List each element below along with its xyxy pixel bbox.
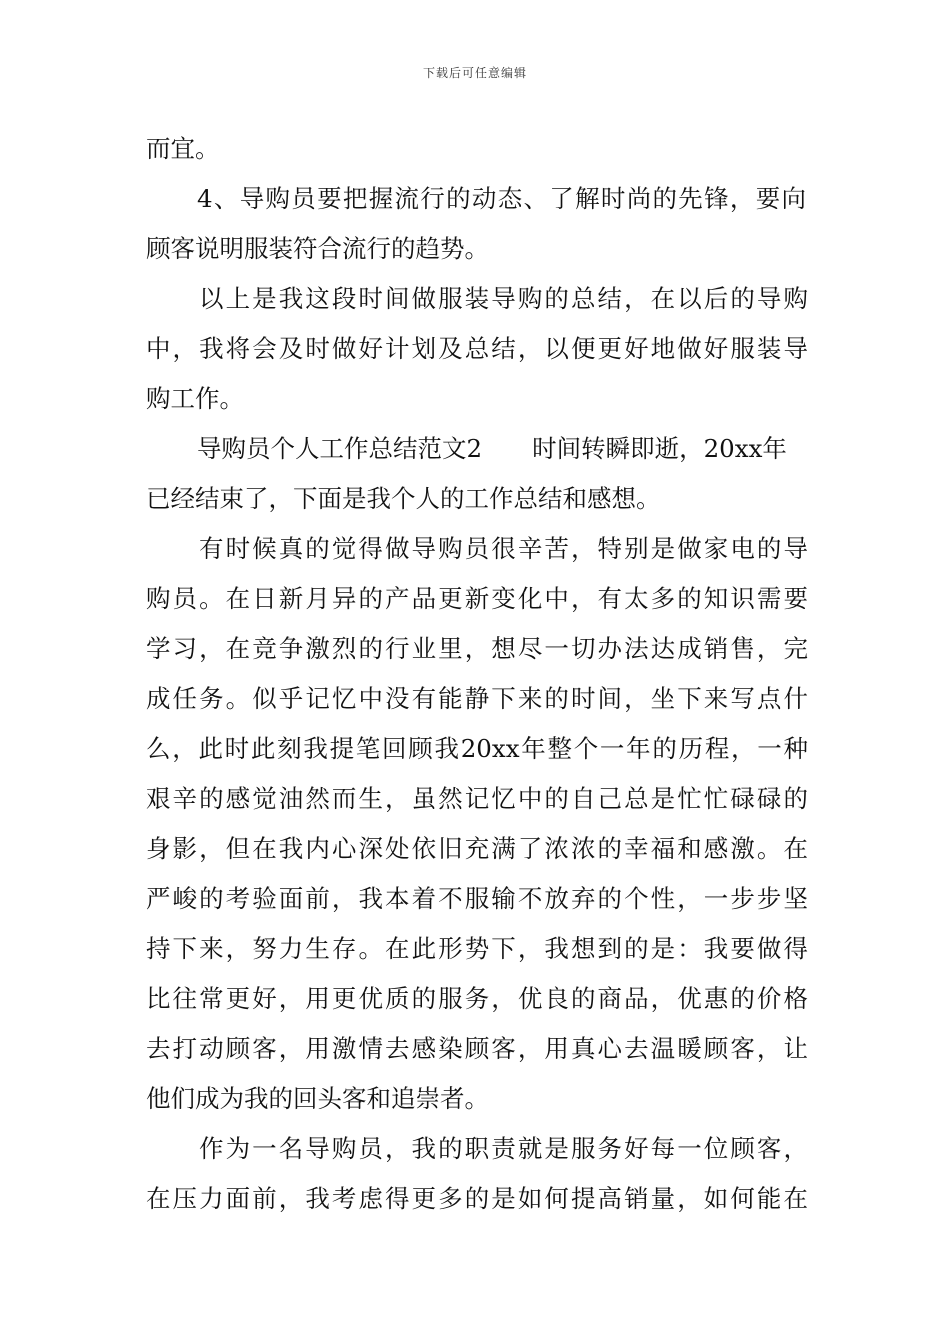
paragraph-5-line-6: 艰辛的感觉油然而生，虽然记忆中的自己总是忙忙碌碌的 — [146, 784, 808, 813]
section-opening-text: 时间转瞬即逝，20xx年 — [532, 434, 787, 463]
paragraph-5-line-4: 成任务。似乎记忆中没有能静下来的时间，坐下来写点什 — [146, 684, 808, 713]
paragraph-5-line-2: 购员。在日新月异的产品更新变化中，有太多的知识需要 — [146, 584, 808, 613]
paragraph-6-line-2: 在压力面前，我考虑得更多的是如何提高销量，如何能在 — [146, 1184, 808, 1213]
section-heading: 导购员个人工作总结范文2 — [197, 434, 483, 463]
document-body — [146, 124, 808, 1224]
paragraph-4-line-2: 已经结束了，下面是我个人的工作总结和感想。 — [146, 484, 661, 513]
paragraph-5-line-7: 身影，但在我内心深处依旧充满了浓浓的幸福和感激。在 — [146, 834, 808, 863]
paragraph-6-line-1: 作为一名导购员，我的职责就是服务好每一位顾客， — [199, 1134, 808, 1163]
paragraph-5-line-5: 么，此时此刻我提笔回顾我20xx年整个一年的历程，一种 — [146, 734, 808, 763]
paragraph-5-line-9: 持下来，努力生存。在此形势下，我想到的是：我要做得 — [146, 934, 808, 963]
paragraph-3-line-3: 购工作。 — [146, 384, 244, 413]
paragraph-5-line-3: 学习，在竞争激烈的行业里，想尽一切办法达成销售，完 — [146, 634, 808, 663]
paragraph-2-line-1: 4、导购员要把握流行的动态、了解时尚的先锋，要向 — [197, 184, 806, 213]
paragraph-5-line-8: 严峻的考验面前，我本着不服输不放弃的个性，一步步坚 — [146, 884, 808, 913]
paragraph-4-line-1 — [146, 424, 808, 474]
page-header: 下载后可任意编辑 — [422, 66, 527, 80]
paragraph-2-line-2: 顾客说明服装符合流行的趋势。 — [146, 234, 489, 263]
paragraph-5-line-11: 去打动顾客，用激情去感染顾客，用真心去温暖顾客，让 — [146, 1034, 808, 1063]
paragraph-5-line-12: 他们成为我的回头客和追崇者。 — [146, 1084, 489, 1113]
paragraph-3-line-2: 中，我将会及时做好计划及总结，以便更好地做好服装导 — [146, 334, 808, 363]
paragraph-3-line-1: 以上是我这段时间做服装导购的总结，在以后的导购 — [199, 284, 808, 313]
paragraph-5-line-10: 比往常更好，用更优质的服务，优良的商品，优惠的价格 — [146, 984, 808, 1013]
paragraph-5-line-1: 有时候真的觉得做导购员很辛苦，特别是做家电的导 — [199, 534, 808, 563]
paragraph-1-line-1: 而宜。 — [146, 134, 220, 163]
